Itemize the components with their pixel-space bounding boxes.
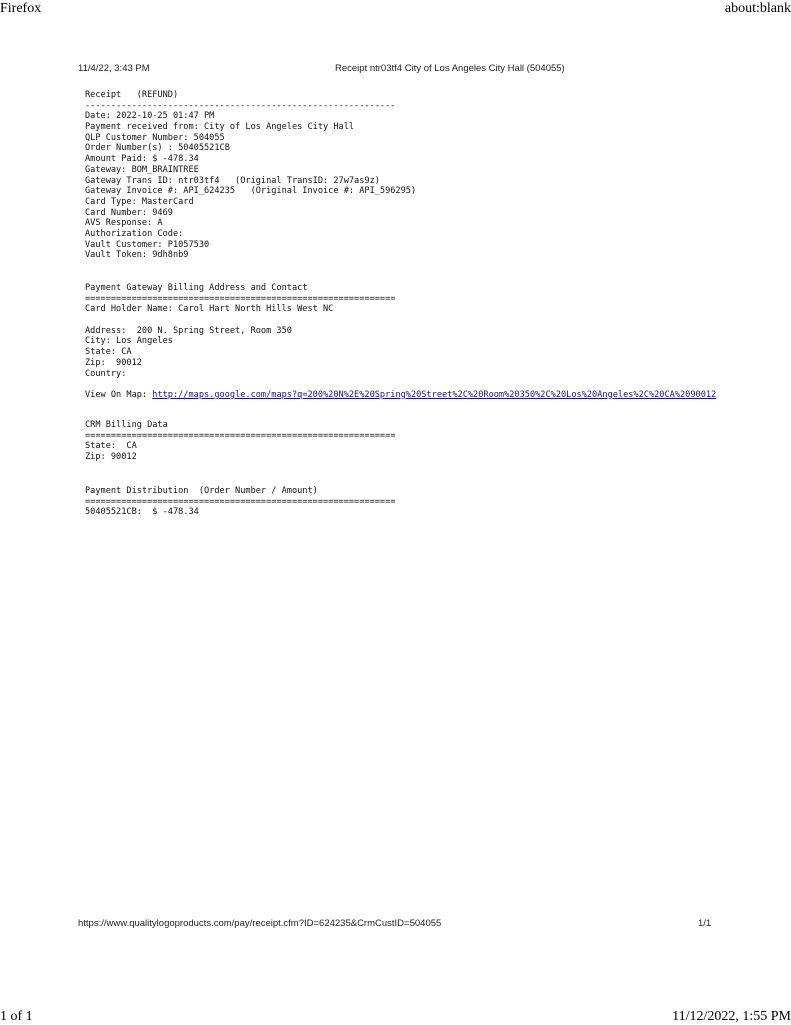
map-link[interactable]: http://maps.google.com/maps?q=200%20N%2E%20Spring%20Street%2C%20Room%20350%2C%20Los%20Angeles%2C%20CA%2090012 bbox=[152, 389, 717, 400]
crm-section bbox=[85, 420, 395, 463]
billing-state: State: CA bbox=[85, 347, 132, 358]
print-timestamp: 11/12/2022, 1:55 PM bbox=[672, 1009, 791, 1024]
distribution-section bbox=[85, 486, 395, 518]
billing-zip: Zip: 90012 bbox=[85, 357, 142, 368]
print-datetime: 11/4/22, 3:43 PM bbox=[78, 63, 150, 74]
crm-state: State: CA bbox=[85, 441, 137, 452]
payment-received-from: Payment received from: City of Los Angeles City Hall bbox=[85, 122, 355, 133]
customer-number: QLP Customer Number: 504055 bbox=[85, 132, 225, 143]
page-count: 1 of 1 bbox=[0, 1009, 33, 1024]
crm-heading: CRM Billing Data bbox=[85, 420, 168, 430]
card-holder-name: Card Holder Name: Carol Hart North Hills West NC bbox=[85, 304, 334, 315]
billing-city: City: Los Angeles bbox=[85, 336, 173, 347]
order-numbers: Order Number(s) : 50405521CB bbox=[85, 143, 230, 154]
billing-heading: Payment Gateway Billing Address and Contact bbox=[85, 283, 308, 293]
vault-token: Vault Token: 9dh8nb9 bbox=[85, 250, 189, 261]
receipt-title: Receipt (REFUND) bbox=[85, 90, 179, 100]
browser-url: about:blank bbox=[724, 1, 791, 16]
authorization-code: Authorization Code: bbox=[85, 228, 184, 239]
billing-address: Address: 200 N. Spring Street, Room 350 bbox=[85, 325, 292, 336]
dash-rule: ------------------------------------------------------------ bbox=[85, 100, 396, 111]
billing-rule: ============================================================ bbox=[85, 293, 396, 304]
card-number: Card Number: 9469 bbox=[85, 207, 173, 218]
gateway: Gateway: BOM_BRAINTREE bbox=[85, 164, 199, 175]
print-footer-url: https://www.qualitylogoproducts.com/pay/receipt.cfm?ID=624235&CrmCustID=504055 bbox=[78, 918, 442, 929]
print-title: Receipt ntr03tf4 City of Los Angeles City Hall (504055) bbox=[335, 63, 565, 74]
receipt-date: Date: 2022-10-25 01:47 PM bbox=[85, 111, 215, 122]
print-page-number: 1/1 bbox=[698, 918, 712, 929]
crm-zip: Zip: 90012 bbox=[85, 452, 137, 463]
browser-name: Firefox bbox=[0, 1, 42, 16]
gateway-invoice: Gateway Invoice #: API_624235 (Original Invoice #: API_596295) bbox=[85, 186, 417, 197]
avs-response: AVS Response: A bbox=[85, 218, 163, 229]
view-on-map-label: View On Map: bbox=[85, 389, 153, 400]
distribution-heading: Payment Distribution (Order Number / Amount) bbox=[85, 486, 318, 496]
card-type: Card Type: MasterCard bbox=[85, 196, 194, 207]
distribution-line: 50405521CB: $ -478.34 bbox=[85, 507, 199, 518]
billing-country: Country: bbox=[85, 368, 127, 379]
crm-rule: ============================================================ bbox=[85, 430, 396, 441]
gateway-trans-id: Gateway Trans ID: ntr03tf4 (Original TransID: 27w7as9z) bbox=[85, 175, 380, 186]
billing-section bbox=[85, 283, 716, 401]
amount-paid: Amount Paid: $ -478.34 bbox=[85, 154, 199, 165]
receipt-section bbox=[85, 90, 416, 261]
view-on-map bbox=[85, 390, 716, 401]
distribution-rule: ============================================================ bbox=[85, 496, 396, 507]
vault-customer: Vault Customer: P1057530 bbox=[85, 239, 210, 250]
